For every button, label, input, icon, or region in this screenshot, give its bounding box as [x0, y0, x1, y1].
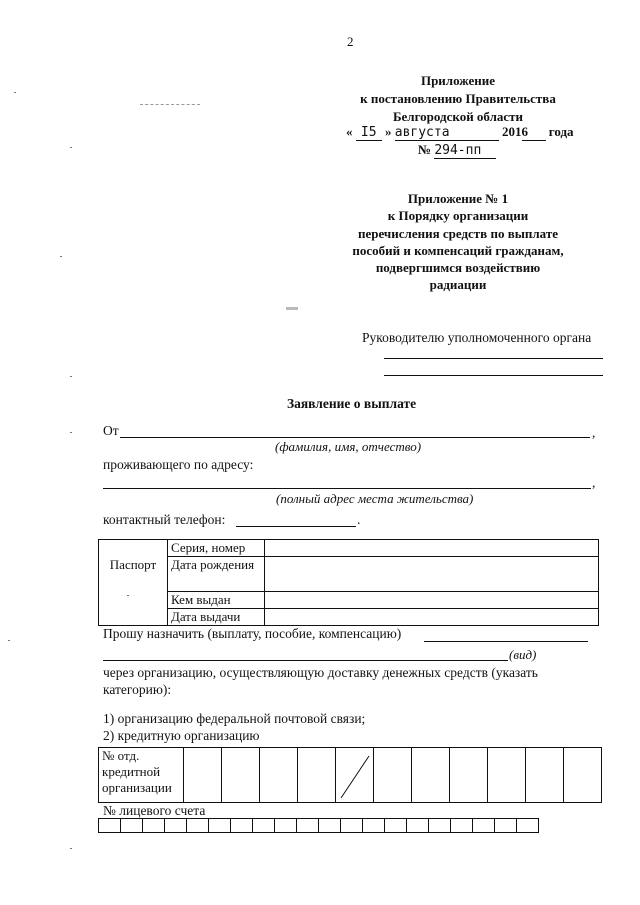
date-day: I5: [356, 125, 382, 141]
option-credit: 2) кредитную организацию: [103, 728, 260, 743]
branch-cell[interactable]: [412, 748, 450, 803]
passport-series-value[interactable]: [265, 540, 599, 557]
header-line-2: к постановлению Правительства: [360, 91, 556, 106]
scan-speck: [127, 595, 129, 596]
phone-label: контактный телефон:: [103, 512, 226, 527]
passport-label: Паспорт: [99, 540, 168, 626]
scan-speck: [286, 307, 298, 310]
option-postal: 1) организацию федеральной почтовой связи;: [103, 711, 366, 726]
passport-row-issuer: Кем выдан: [168, 592, 265, 609]
addressee-line-1[interactable]: [384, 358, 603, 359]
date-month: августа: [395, 125, 499, 141]
via-text: через организацию, осуществляющую доставку денежных средств (указать категорию):: [103, 665, 538, 697]
request-text: Прошу назначить (выплату, пособие, компенсацию): [103, 626, 402, 641]
appendix-line-3: перечисления средств по выплате: [358, 225, 558, 241]
header-line-1: Приложение: [420, 73, 496, 88]
appendix-line-5: подвергшимся воздействию: [375, 260, 541, 276]
date-year-suffix: 6: [522, 124, 546, 141]
scan-speck: [70, 432, 72, 433]
branch-cell[interactable]: [260, 748, 298, 803]
date-open-quote: «: [346, 124, 353, 139]
account-label: № лицевого счета: [103, 803, 206, 818]
branch-table: [98, 747, 602, 803]
date-close-quote: »: [385, 124, 392, 139]
phone-dot: .: [357, 512, 361, 527]
address-hint: (полный адрес места жительства): [276, 491, 474, 506]
passport-row-issue-date: Дата выдачи: [168, 609, 265, 626]
form-title: Заявление о выплате: [287, 396, 417, 411]
account-table: [98, 818, 539, 833]
account-digit[interactable]: [99, 819, 121, 833]
branch-cell[interactable]: [374, 748, 412, 803]
scan-speck: [8, 640, 10, 641]
number-prefix: №: [418, 142, 432, 157]
account-digit[interactable]: [363, 819, 385, 833]
account-digit[interactable]: [341, 819, 363, 833]
from-label: От: [103, 423, 119, 438]
date-year-prefix: 201: [502, 124, 522, 139]
branch-cell[interactable]: [184, 748, 222, 803]
account-digit[interactable]: [429, 819, 451, 833]
account-digit[interactable]: [209, 819, 231, 833]
branch-cell-slashed[interactable]: [336, 748, 374, 803]
kind-hint: (вид): [509, 647, 537, 662]
appendix-line-4: пособий и компенсаций гражданам,: [352, 242, 564, 258]
account-digit[interactable]: [407, 819, 429, 833]
branch-cell[interactable]: [526, 748, 564, 803]
appendix-block: [308, 190, 608, 294]
account-digit[interactable]: [253, 819, 275, 833]
request-kind-field[interactable]: [424, 641, 588, 642]
passport-issue-date-value[interactable]: [265, 609, 599, 626]
account-digit[interactable]: [385, 819, 407, 833]
address-comma: ,: [592, 475, 596, 490]
phone-field[interactable]: [236, 526, 356, 527]
date-year-word: года: [548, 124, 574, 139]
account-digit[interactable]: [495, 819, 517, 833]
account-digit[interactable]: [297, 819, 319, 833]
scan-speck: [60, 256, 62, 257]
account-digit[interactable]: [319, 819, 341, 833]
account-digit[interactable]: [473, 819, 495, 833]
account-digit[interactable]: [143, 819, 165, 833]
account-digit[interactable]: [231, 819, 253, 833]
scan-speck: [70, 147, 72, 148]
appendix-line-1: Приложение № 1: [407, 191, 509, 206]
branch-label: [99, 748, 184, 803]
branch-cell[interactable]: [450, 748, 488, 803]
scan-speck: [14, 92, 16, 93]
passport-row-birthdate: Дата рождения: [168, 557, 265, 592]
slash-mark: [336, 748, 373, 802]
from-field[interactable]: [120, 437, 590, 438]
from-comma: ,: [592, 425, 596, 440]
scan-speck: [70, 848, 72, 849]
passport-birthdate-value[interactable]: [265, 557, 599, 592]
branch-cell[interactable]: [488, 748, 526, 803]
appendix-line-6: радиации: [429, 277, 487, 293]
passport-issuer-value[interactable]: [265, 592, 599, 609]
page-number: 2: [347, 34, 354, 49]
header-date: [346, 124, 574, 141]
account-digit[interactable]: [187, 819, 209, 833]
header-line-3: Белгородской области: [392, 109, 524, 124]
branch-cell[interactable]: [298, 748, 336, 803]
scan-speck: [140, 104, 200, 105]
appendix-line-2: к Порядку организации: [387, 208, 529, 224]
scan-speck: [70, 376, 72, 377]
account-digit[interactable]: [275, 819, 297, 833]
account-digit[interactable]: [451, 819, 473, 833]
branch-cell[interactable]: [222, 748, 260, 803]
request-kind-field-2[interactable]: [103, 660, 508, 661]
number-value: 294-пп: [434, 143, 496, 159]
branch-label-2: кредитной: [102, 764, 161, 779]
account-digit[interactable]: [517, 819, 539, 833]
branch-cell[interactable]: [564, 748, 602, 803]
address-field[interactable]: [103, 488, 591, 489]
address-label: проживающего по адресу:: [103, 457, 254, 472]
branch-label-3: организации: [102, 780, 172, 795]
header-block: [318, 72, 598, 126]
branch-label-1: № отд.: [102, 748, 140, 763]
fio-hint: (фамилия, имя, отчество): [275, 439, 422, 454]
account-digit[interactable]: [165, 819, 187, 833]
header-number: [418, 142, 496, 159]
addressee-line-2[interactable]: [384, 375, 603, 376]
account-digit[interactable]: [121, 819, 143, 833]
addressee: Руководителю уполномоченного органа: [362, 330, 592, 345]
passport-row-series: Серия, номер: [168, 540, 265, 557]
passport-table: [98, 539, 599, 626]
